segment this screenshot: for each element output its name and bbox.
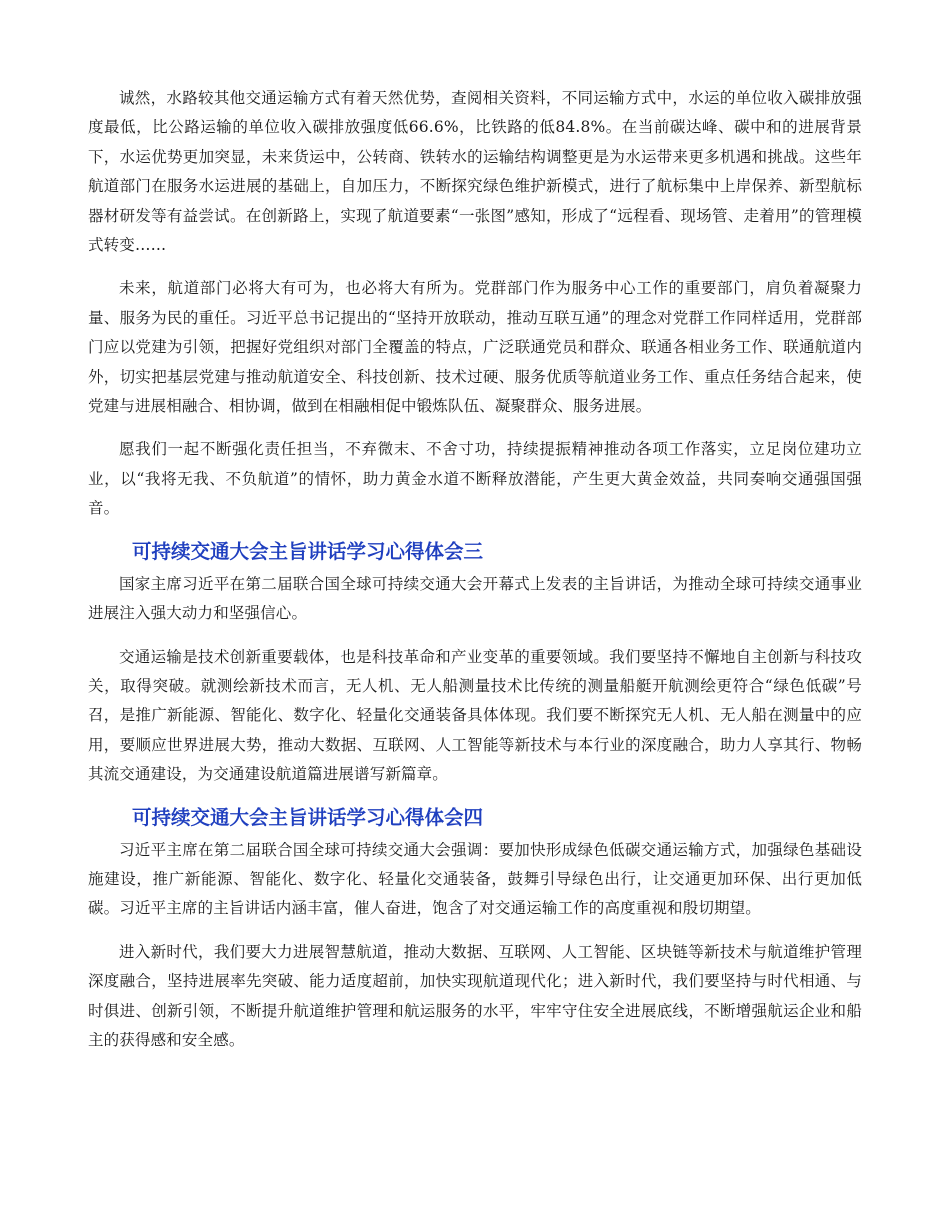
- paragraph-closing-wish: 愿我们一起不断强化责任担当，不弃微末、不舍寸功，持续提振精神推动各项工作落实，立足岗位建功立业，以“我将无我、不负航道”的情怀，助力黄金水道不断释放潜能，产生更大黄金效益，共同奏响交通强国强音。: [88, 440, 862, 518]
- document-page: [88, 84, 862, 1055]
- paragraph-section3-intro: 国家主席习近平在第二届联合国全球可持续交通大会开幕式上发表的主旨讲话，为推动全球可持续交通事业进展注入强大动力和坚强信心。: [88, 574, 862, 623]
- paragraph-waterway-advantage: 诚然，水路较其他交通运输方式有着天然优势，查阅相关资料，不同运输方式中，水运的单位收入碳排放强度最低，比公路运输的单位收入碳排放强度低66.6%，比铁路的低84.8%。在当前碳达峰、碳中和的进展背景下，水运优势更加突显，未来货运中，公转商、铁转水的运输结构调整更是为水运带来更多机遇和挑战。这些年航道部门在服务水运进展的基础上，自加压力，不断探究绿色维护新模式，进行了航标集中上岸保养、新型航标器材研发等有益尝试。在创新路上，实现了航道要素“一张图”感知，形成了“远程看、现场管、走着用”的管理模式转变……: [88, 89, 862, 255]
- section-heading-four: 可持续交通大会主旨讲话学习心得体会四: [132, 805, 484, 829]
- paragraph-section4-intro: 习近平主席在第二届联合国全球可持续交通大会强调：要加快形成绿色低碳交通运输方式，加强绿色基础设施建设，推广新能源、智能化、数字化、轻量化交通装备，鼓舞引导绿色出行，让交通更加环保、出行更加低碳。习近平主席的主旨讲话内涵丰富，催人奋进，饱含了对交通运输工作的高度重视和殷切期望。: [88, 840, 862, 918]
- section-heading-three: 可持续交通大会主旨讲话学习心得体会三: [132, 539, 484, 563]
- paragraph-future-party-work: 未来，航道部门必将大有可为，也必将大有所为。党群部门作为服务中心工作的重要部门，肩负着凝聚力量、服务为民的重任。习近平总书记提出的“坚持开放联动，推动互联互通”的理念对党群工作同样适用，党群部门应以党建为引领，把握好党组织对部门全覆盖的特点，广泛联通党员和群众、联通各相业务工作、联通航道内外，切实把基层党建与推动航道安全、科技创新、技术过硬、服务优质等航道业务工作、重点任务结合起来，使党建与进展相融合、相协调，做到在相融相促中锻炼队伍、凝聚群众、服务进展。: [88, 279, 862, 416]
- paragraph-section3-innovation: 交通运输是技术创新重要载体，也是科技革命和产业变革的重要领域。我们要坚持不懈地自主创新与科技攻关，取得突破。就测绘新技术而言，无人机、无人船测量技术比传统的测量船艇开航测绘更符合“绿色低碳”号召，是推广新能源、智能化、数字化、轻量化交通装备具体体现。我们要不断探究无人机、无人船在测量中的应用，要顺应世界进展大势，推动大数据、互联网、人工智能等新技术与本行业的深度融合，助力人享其行、物畅其流交通建设，为交通建设航道篇进展谱写新篇章。: [88, 647, 862, 784]
- paragraph-section4-new-era: 进入新时代，我们要大力进展智慧航道，推动大数据、互联网、人工智能、区块链等新技术与航道维护管理深度融合，坚持进展率先突破、能力适度超前，加快实现航道现代化；进入新时代，我们要坚持与时代相通、与时俱进、创新引领，不断提升航道维护管理和航运服务的水平，牢牢守住安全进展底线，不断增强航运企业和船主的获得感和安全感。: [88, 942, 862, 1049]
